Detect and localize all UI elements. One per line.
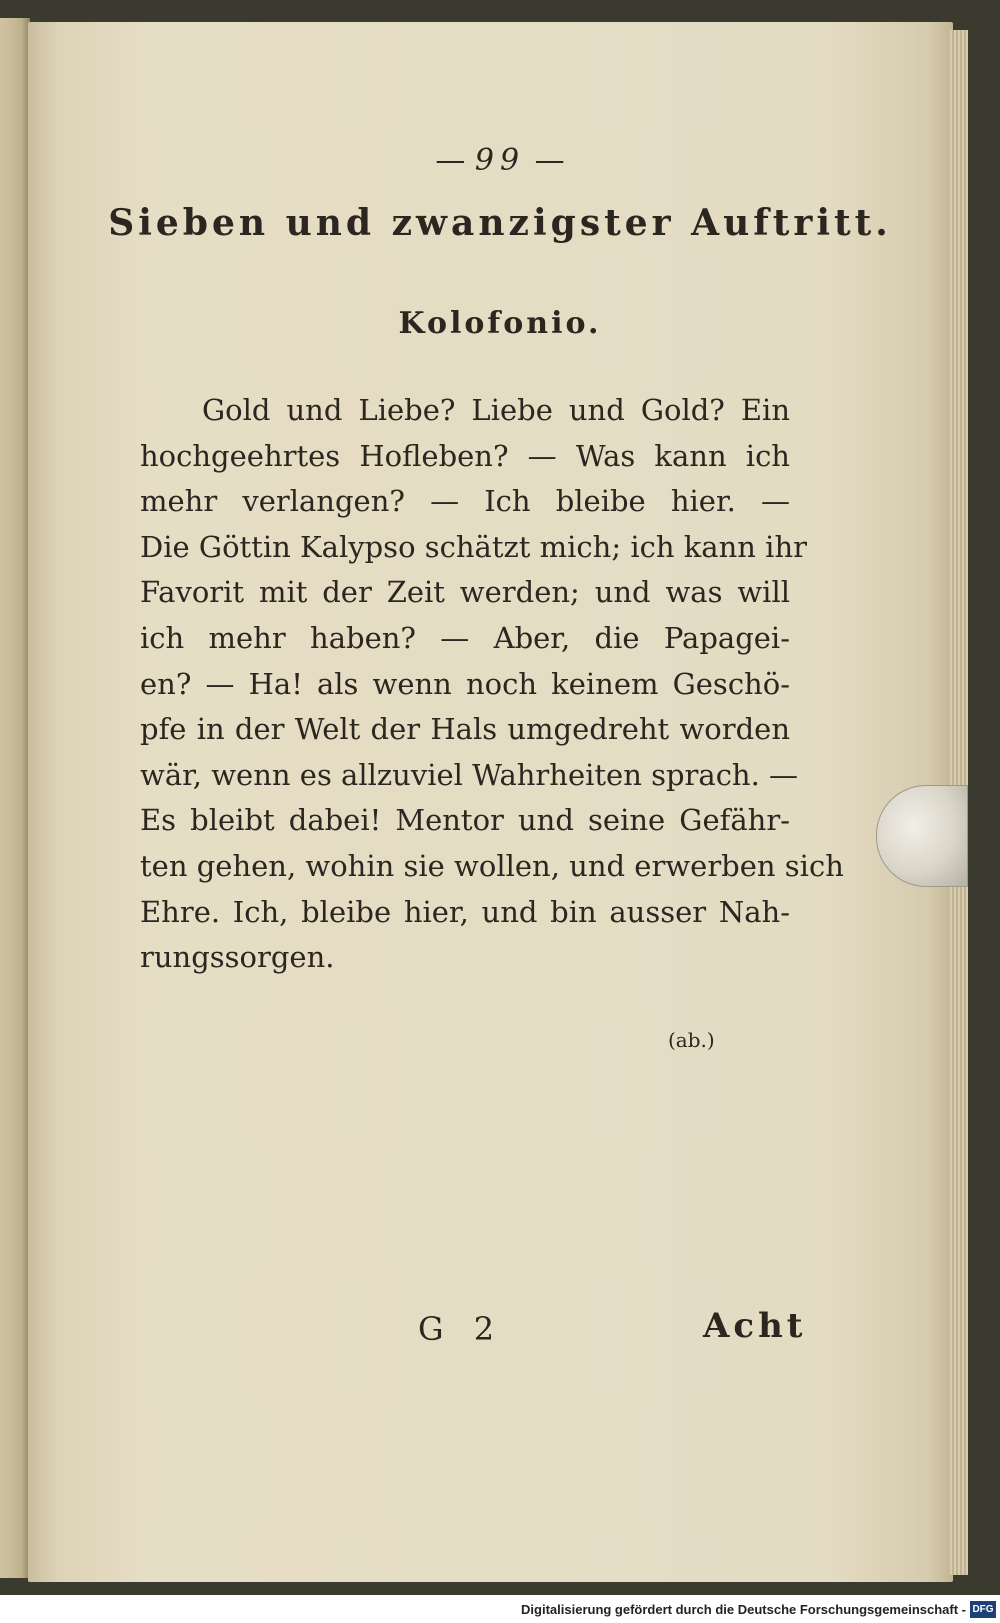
text-line: Es bleibt dabei! Mentor und seine Gefähr- [140,803,790,838]
stage-direction: (ab.) [668,1028,715,1052]
text-line: Gold und Liebe? Liebe und Gold? Ein [202,393,790,427]
text-line: rungssorgen. [140,940,335,975]
text-line: Die Göttin Kalypso schätzt mich; ich kann ihr [140,529,807,564]
text-line: pfe in der Welt der Hals umgedreht worden [140,712,790,747]
catchword: Acht [703,1306,807,1346]
speaker-name: Kolofonio. [398,306,602,341]
page-clip [876,785,968,887]
text-line: en? — Ha! als wenn noch keinem Geschö- [140,666,790,701]
page-number-value: 99 [474,143,526,178]
text-line: Favorit mit der Zeit werden; und was will [140,575,790,610]
page-number: — 99 — [435,143,565,178]
dfg-logo-icon: DFG [970,1601,996,1618]
scene-title: Sieben und zwanzigster Auftritt. [108,202,892,244]
text-line: ich mehr haben? — Aber, die Papagei- [140,620,790,655]
text-line: mehr verlangen? — Ich bleibe hier. — [140,484,790,519]
body-text [140,388,844,981]
text-line: wär, wenn es allzuviel Wahrheiten sprach. — [140,757,799,792]
text-line: hochgeehrtes Hofleben? — Was kann ich [140,438,790,473]
footer-bar [0,1598,1000,1623]
text-line: ten gehen, wohin sie wollen, und erwerben sich [140,848,844,883]
text-line: Ehre. Ich, bleibe hier, und bin ausser Nah- [140,894,790,929]
left-page-edge [0,18,30,1578]
footer-credit: Digitalisierung gefördert durch die Deutsche Forschungsgemeinschaft - [521,1602,966,1617]
signature-mark: G 2 [418,1310,505,1348]
